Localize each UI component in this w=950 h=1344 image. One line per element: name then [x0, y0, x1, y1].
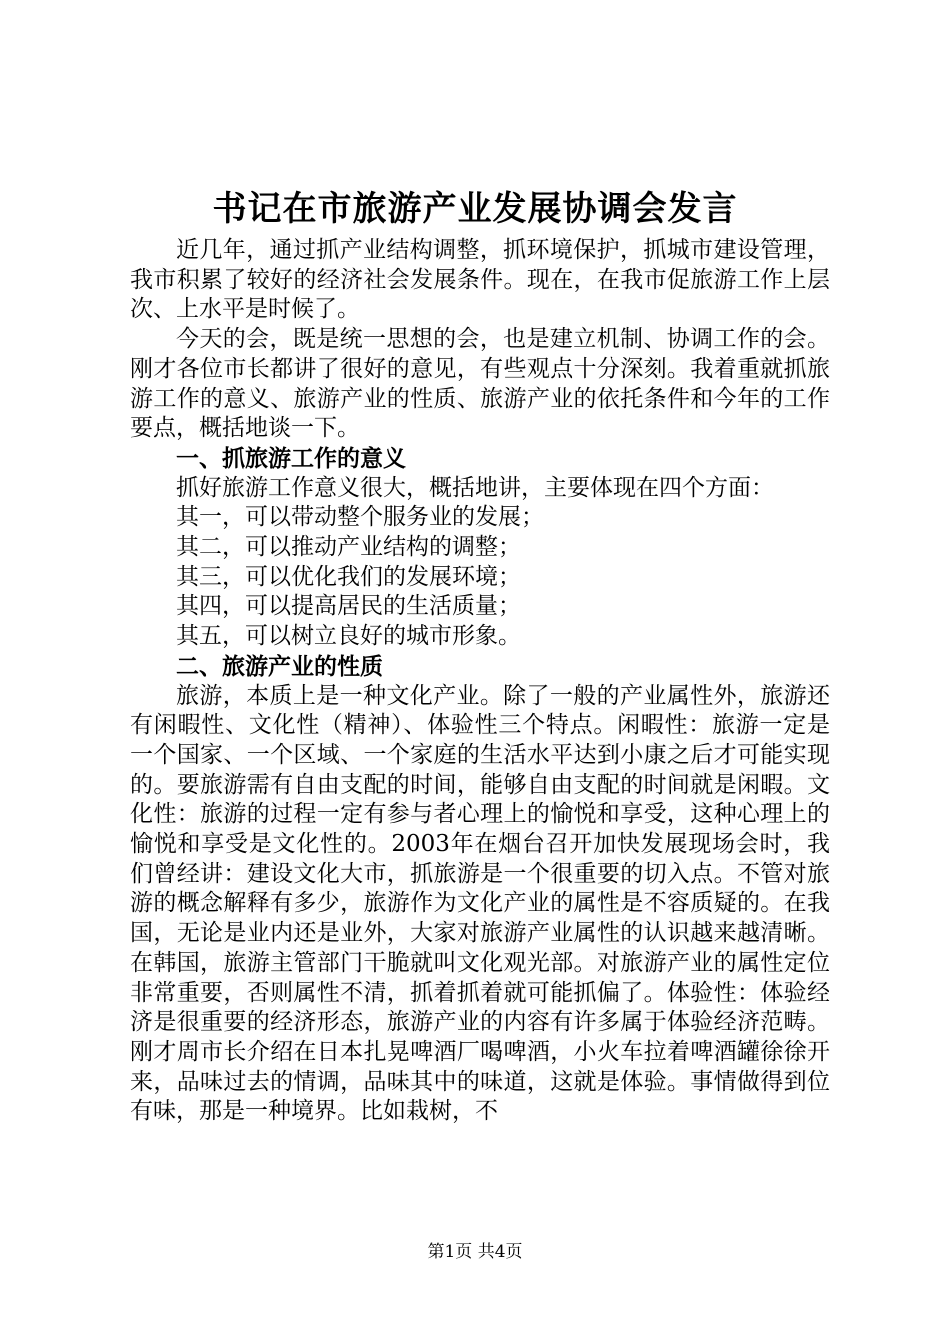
document-body — [130, 236, 830, 1127]
section-heading: 二、旅游产业的性质 — [176, 652, 383, 680]
list-item: 其三，可以优化我们的发展环境； — [176, 563, 521, 590]
list-item: 其五，可以树立良好的城市形象。 — [176, 623, 521, 650]
page-footer: 第1页 共4页 — [427, 1242, 523, 1262]
list-item: 其一，可以带动整个服务业的发展； — [176, 504, 544, 531]
document-title: 书记在市旅游产业发展协调会发言 — [212, 189, 738, 229]
paragraph: 近几年，通过抓产业结构调整，抓环境保护，抓城市建设管理，我市积累了较好的经济社会发展条件。现在，在我市促旅游工作上层次、上水平是时候了。 — [130, 237, 830, 323]
paragraph: 今天的会，既是统一思想的会，也是建立机制、协调工作的会。刚才各位市长都讲了很好的意见，有些观点十分深刻。我着重就抓旅游工作的意义、旅游产业的性质、旅游产业的依托条件和今年的工作要点，概括地谈一下。 — [130, 326, 830, 442]
paragraph: 抓好旅游工作意义很大，概括地讲，主要体现在四个方面： — [176, 474, 774, 501]
paragraph: 旅游，本质上是一种文化产业。除了一般的产业属性外，旅游还有闲暇性、文化性（精神）、体验性三个特点。闲暇性：旅游一定是一个国家、一个区域、一个家庭的生活水平达到小康之后才可能实现的。要旅游需有自由支配的时间，能够自由支配的时间就是闲暇。文化性：旅游的过程一定有参与者心理上的愉悦和享受，这种心理上的愉悦和享受是文化性的。2003年在烟台召开加快发展现场会时，我们曾经讲：建设文化大市，抓旅游是一个很重要的切入点。不管对旅游的概念解释有多少，旅游作为文化产业的属性是不容质疑的。在我国，无论是业内还是业外，大家对旅游产业属性的认识越来越清晰。在韩国，旅游主管部门干脆就叫文化观光部。对旅游产业的属性定位非常重要，否则属性不清，抓着抓着就可能抓偏了。体验性：体验经济是很重要的经济形态，旅游产业的内容有许多属于体验经济范畴。刚才周市长介绍在日本扎晃啤酒厂喝啤酒，小火车拉着啤酒罐徐徐开来，品味过去的情调，品味其中的味道，这就是体验。事情做得到位有味，那是一种境界。比如栽树，不 — [130, 682, 830, 1125]
section-heading: 一、抓旅游工作的意义 — [176, 444, 406, 472]
list-item: 其二，可以推动产业结构的调整； — [176, 534, 521, 561]
list-item: 其四，可以提高居民的生活质量； — [176, 593, 521, 620]
